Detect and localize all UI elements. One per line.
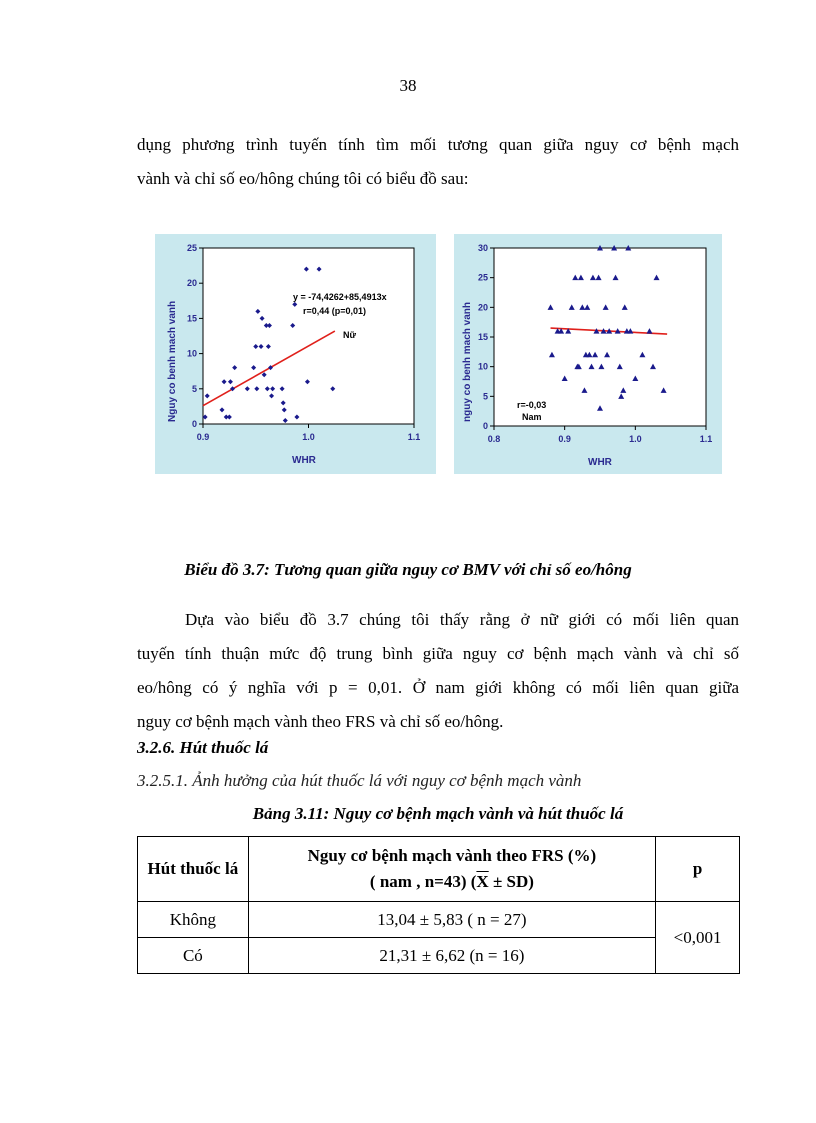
plot-area (203, 248, 414, 424)
chart-female (155, 234, 436, 474)
correlation-label: r=0,44 (p=0,01) (303, 306, 367, 316)
y-tick-label: 15 (477, 332, 488, 342)
y-tick-label: 0 (191, 419, 197, 429)
y-axis-label: Nguy co benh mach vanh (167, 300, 178, 422)
discussion-line-1: Dựa vào biểu đồ 3.7 chúng tôi thấy rằng ở nữ giới có mối liên quan (185, 610, 739, 629)
header-risk-suffix: ± SD) (488, 872, 534, 891)
header-risk-xbar: $\overline{X}$ (476, 872, 489, 891)
subsection-heading: 3.2.5.1. Ảnh hưởng của hút thuốc lá với nguy cơ bệnh mạch vành (137, 771, 582, 790)
header-risk (248, 837, 655, 902)
chart-female-svg (155, 234, 436, 474)
section-heading: 3.2.6. Hút thuốc lá (137, 738, 269, 757)
header-risk-prefix: ( nam , n=43) ( (369, 872, 477, 891)
p-value: <0,001 (656, 902, 740, 974)
correlation-label: r=-0,03 (517, 400, 547, 410)
group-label: Nữ (343, 330, 357, 340)
header-p: p (656, 837, 740, 902)
x-tick-label: 1.1 (699, 434, 713, 444)
intro-line-2: vành và chỉ số eo/hông chúng tôi có biểu đồ sau: (137, 169, 469, 188)
smoking-risk-table (137, 836, 740, 974)
row-group: Có (138, 938, 249, 974)
discussion-paragraph (137, 603, 739, 739)
x-tick-label: 1.0 (302, 432, 315, 442)
y-tick-label: 25 (477, 272, 488, 283)
header-risk-line1: Nguy cơ bệnh mạch vành theo FRS (%) (307, 846, 597, 865)
header-smoking: Hút thuốc lá (138, 837, 249, 902)
y-tick-label: 30 (477, 243, 488, 253)
y-tick-label: 10 (477, 361, 488, 372)
x-tick-label: 0.9 (196, 432, 210, 442)
y-tick-label: 20 (186, 278, 197, 289)
y-tick-label: 5 (482, 391, 488, 402)
discussion-line-4: nguy cơ bệnh mạch vành theo FRS và chỉ số eo/hông. (137, 712, 504, 731)
y-tick-label: 25 (186, 243, 197, 253)
intro-paragraph (137, 128, 739, 196)
y-tick-label: 10 (186, 348, 197, 359)
table-caption: Bảng 3.11: Nguy cơ bệnh mạch vành và hút thuốc lá (252, 804, 624, 823)
discussion-line-3: eo/hông có ý nghĩa với p = 0,01. Ở nam giới không có mối liên quan giữa (137, 678, 739, 697)
page-number: 38 (399, 76, 417, 95)
x-axis-label: WHR (588, 457, 612, 468)
figure-caption: Biểu đồ 3.7: Tương quan giữa nguy cơ BMV với chỉ số eo/hông (184, 560, 632, 579)
x-axis-label: WHR (292, 455, 316, 466)
header-risk-line2 (249, 869, 655, 895)
table-header-row (138, 837, 740, 902)
x-tick-label: 1.0 (629, 434, 642, 444)
y-tick-label: 0 (482, 421, 488, 431)
x-tick-label: 1.1 (407, 432, 421, 442)
row-value: 21,31 ± 6,62 (n = 16) (248, 938, 655, 974)
intro-line-1: dụng phương trình tuyến tính tìm mối tương quan giữa nguy cơ bệnh mạch (137, 135, 739, 154)
discussion-line-2: tuyến tính thuận mức độ trung bình giữa nguy cơ bệnh mạch vành và chỉ số (137, 644, 739, 663)
chart-male (454, 234, 722, 474)
x-tick-label: 0.8 (487, 434, 501, 444)
row-group: Không (138, 902, 249, 938)
regression-equation: y = -74,4262+85,4913x (293, 292, 387, 302)
table-row (138, 938, 740, 974)
y-tick-label: 5 (191, 383, 197, 394)
chart-male-svg (454, 234, 722, 474)
y-axis-label: nguy co benh mach vanh (462, 301, 473, 422)
y-tick-label: 20 (477, 302, 488, 313)
x-tick-label: 0.9 (558, 434, 571, 444)
table-row (138, 902, 740, 938)
y-tick-label: 15 (186, 313, 197, 324)
row-value: 13,04 ± 5,83 ( n = 27) (248, 902, 655, 938)
group-label: Nam (522, 412, 542, 422)
